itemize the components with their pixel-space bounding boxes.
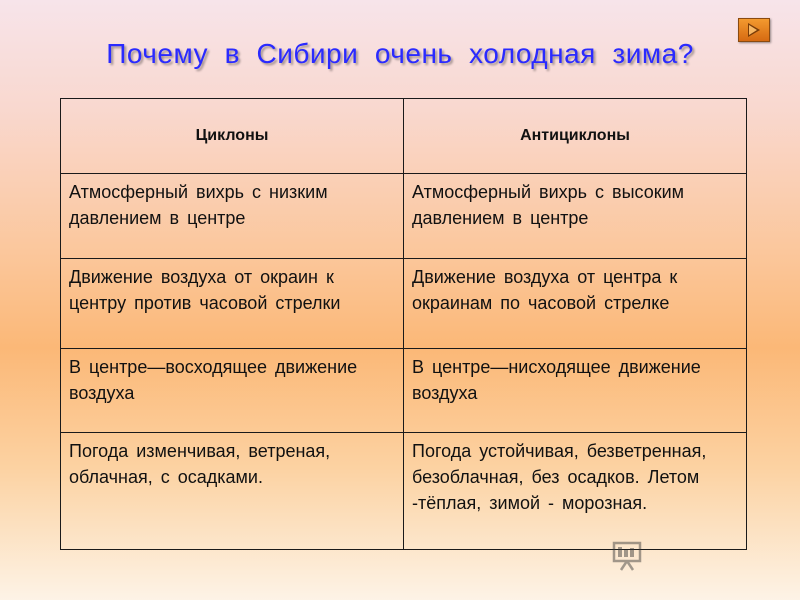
table-cell bbox=[61, 174, 404, 259]
comparison-table bbox=[60, 98, 747, 550]
cell-text: Движение воздуха от окраин к центру против часовой стрелки bbox=[69, 267, 341, 313]
cell-text: Погода изменчивая, ветреная, облачная, с осадками. bbox=[69, 441, 331, 487]
table-cell bbox=[404, 174, 747, 259]
table-header-row bbox=[61, 99, 747, 174]
table-cell bbox=[404, 259, 747, 349]
cell-text: Атмосферный вихрь с высоким давлением в центре bbox=[412, 182, 685, 228]
table-cell bbox=[61, 259, 404, 349]
table-row bbox=[61, 433, 747, 550]
cell-text: Погода устойчивая, безветренная, безоблачная, без осадков. Летом -тёплая, зимой - морозная. bbox=[412, 441, 707, 513]
cell-text: Движение воздуха от центра к окраинам по часовой стрелке bbox=[412, 267, 678, 313]
presentation-board-icon bbox=[612, 539, 644, 571]
cell-text: Атмосферный вихрь с низким давлением в центре bbox=[69, 182, 328, 228]
table-cell bbox=[404, 433, 747, 550]
cell-text: В центре—нисходящее движение воздуха bbox=[412, 357, 701, 403]
table-cell bbox=[61, 349, 404, 433]
header-cyclones: Циклоны bbox=[61, 99, 404, 174]
cell-text: В центре—восходящее движение воздуха bbox=[69, 357, 358, 403]
table-row bbox=[61, 259, 747, 349]
slide-title: Почему в Сибири очень холодная зима? bbox=[106, 38, 694, 69]
watermark-logo bbox=[612, 538, 644, 572]
table-cell bbox=[404, 349, 747, 433]
table-row bbox=[61, 349, 747, 433]
table-cell bbox=[61, 433, 404, 550]
table-row bbox=[61, 174, 747, 259]
play-triangle-icon bbox=[748, 23, 760, 37]
header-anticyclones: Антициклоны bbox=[404, 99, 747, 174]
next-slide-button[interactable] bbox=[738, 18, 770, 42]
